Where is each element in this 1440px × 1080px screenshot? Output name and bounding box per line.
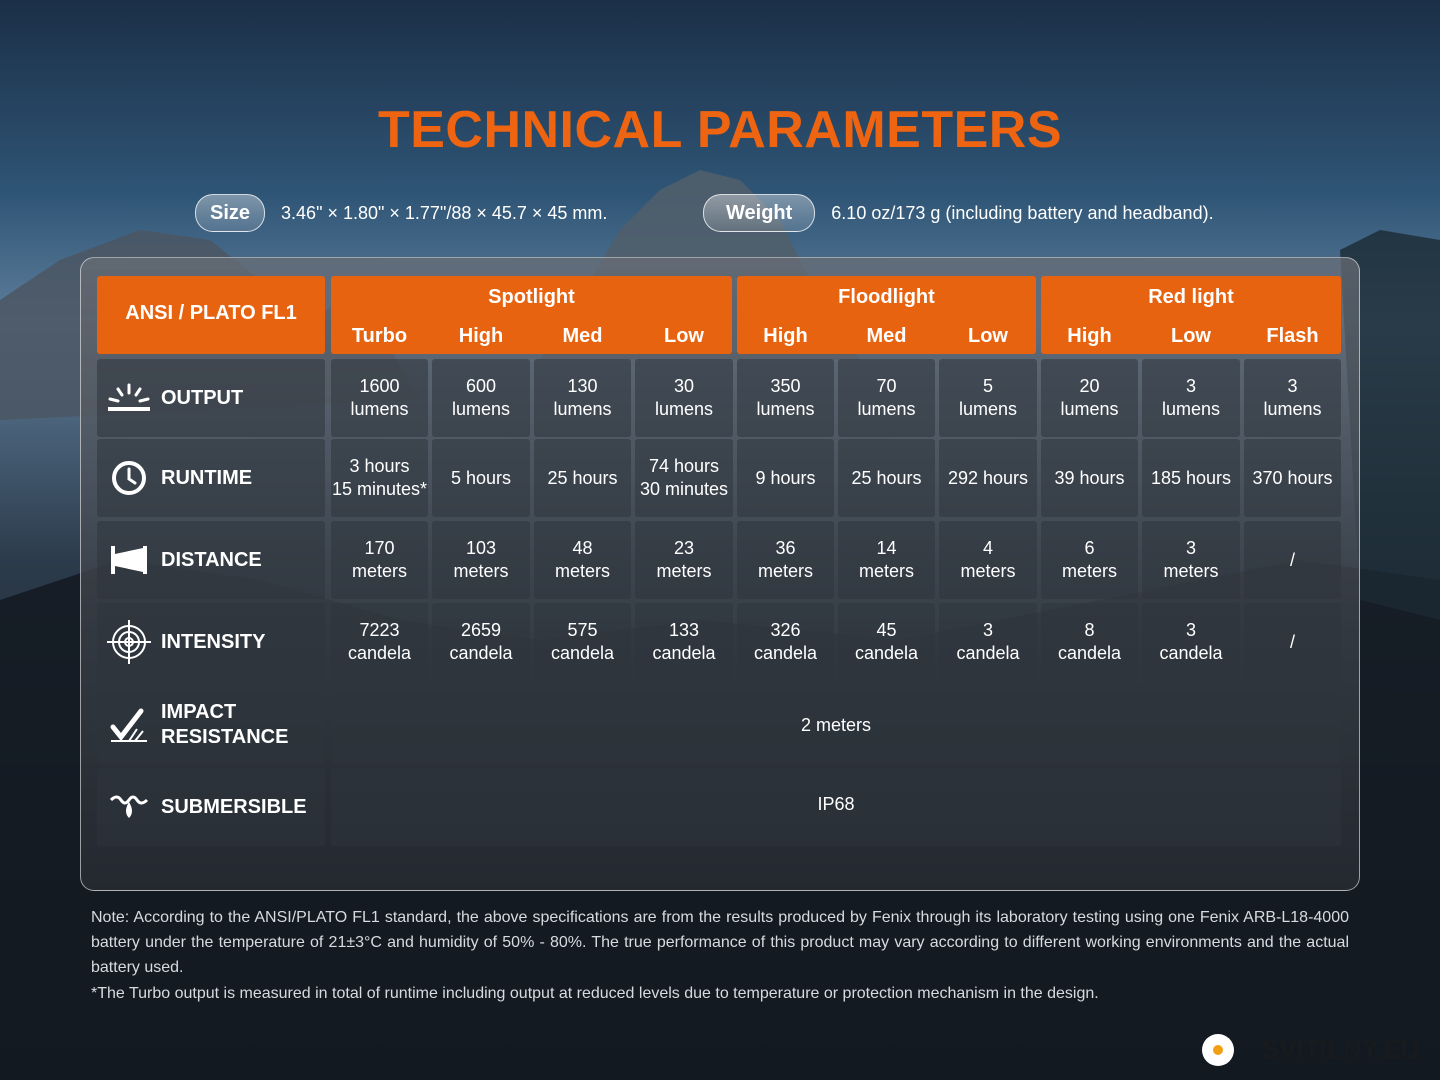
row-label-text: INTENSITY [161,630,266,653]
mode-header-1: High [458,325,504,347]
table-cell: 185 hours [1142,439,1240,517]
note-text: Note: According to the ANSI/PLATO FL1 standard, the above specifications are from the results produced by Fenix through its laboratory testing using one Fenix ARB-L18-4000 battery under the temperature of 21±3°C and humidity of 50% - 80%. The true performance of this product may vary according to different working environments and the actual battery used. [91,909,1349,976]
clock-icon [105,458,153,498]
group-label-spotlight: Spotlight [488,286,575,308]
table-cell: 2659 candela [432,603,530,681]
table-cell: 370 hours [1244,439,1341,517]
impact-label-line2: RESISTANCE [161,726,289,748]
row-label-runtime [97,439,325,517]
weight-value: 6.10 oz/173 g (including battery and headband). [831,202,1214,223]
table-cell: 3 hours 15 minutes* [331,439,428,517]
table-cell: 23 meters [635,521,733,599]
table-cell: / [1244,521,1341,599]
table-cell: 45 candela [838,603,935,681]
corner-label: ANSI / PLATO FL1 [125,302,297,324]
submersible-value: IP68 [331,768,1341,846]
mode-header-0: Turbo [351,325,408,347]
table-cell: 9 hours [737,439,834,517]
mode-header-2: Med [562,325,603,347]
impact-label-line1: IMPACT [161,701,237,723]
table-cell: 3 candela [1142,603,1240,681]
weight-badge: Weight [703,194,815,232]
table-cell: 3 lumens [1244,359,1341,437]
row-label-submersible [97,768,325,846]
mode-header-4: High [763,325,808,347]
group-label-redlight: Red light [1148,286,1234,308]
impact-check-icon [105,705,153,745]
group-label-floodlight: Floodlight [838,286,935,308]
watermark-text: SVITILNY.EU [1262,1034,1420,1064]
table-cell: 6 meters [1041,521,1138,599]
table-cell: 25 hours [838,439,935,517]
table-cell: 170 meters [331,521,428,599]
mode-header-9: Flash [1266,325,1319,347]
table-cell: 575 candela [534,603,631,681]
sunburst-icon [105,378,153,418]
table-cell: 1600 lumens [331,359,428,437]
table-cell: 103 meters [432,521,530,599]
table-cell: 326 candela [737,603,834,681]
table-cell: 30 lumens [635,359,733,437]
table-cell: 600 lumens [432,359,530,437]
row-label-impact [97,686,325,764]
target-icon [105,622,153,662]
table-cell: / [1244,603,1341,681]
mode-header-3: Low [664,325,704,347]
table-cell: 14 meters [838,521,935,599]
row-label-text: RUNTIME [161,466,253,489]
table-cell: 3 candela [939,603,1037,681]
table-cell: 4 meters [939,521,1037,599]
table-cell: 25 hours [534,439,631,517]
size-badge: Size [195,194,265,232]
table-cell: 70 lumens [838,359,935,437]
row-label-distance [97,521,325,599]
mode-header-6: Low [968,325,1008,347]
size-value: 3.46" × 1.80" × 1.77"/88 × 45.7 × 45 mm. [281,202,608,223]
beam-distance-icon [105,540,153,580]
water-drop-icon [105,787,153,827]
mode-header-8: Low [1171,325,1211,347]
weight-spec [703,193,1214,233]
table-cell: 3 lumens [1142,359,1240,437]
mode-header-7: High [1067,325,1112,347]
footnote-text: *The Turbo output is measured in total of runtime including output at reduced levels due to temperature or protection mechanism in the design. [91,985,1099,1002]
table-cell: 8 candela [1041,603,1138,681]
row-label-output [97,359,325,437]
table-cell: 39 hours [1041,439,1138,517]
table-cell: 7223 candela [331,603,428,681]
row-label-intensity [97,603,325,681]
table-cell: 292 hours [939,439,1037,517]
table-cell: 36 meters [737,521,834,599]
table-cell: 5 lumens [939,359,1037,437]
row-label-text: OUTPUT [161,386,244,409]
table-corner-header [97,276,325,354]
table-cell: 3 meters [1142,521,1240,599]
table-cell: 20 lumens [1041,359,1138,437]
table-cell: 133 candela [635,603,733,681]
size-spec [195,193,607,233]
table-cell: 5 hours [432,439,530,517]
page-title: TECHNICAL PARAMETERS [377,101,1063,159]
table-cell: 350 lumens [737,359,834,437]
impact-value: 2 meters [331,686,1341,764]
table-cell: 130 lumens [534,359,631,437]
mode-header-5: Med [866,325,907,347]
table-cell: 48 meters [534,521,631,599]
row-label-text: DISTANCE [161,548,262,571]
submersible-label: SUBMERSIBLE [161,795,307,818]
watermark-logo-icon [1202,1034,1234,1066]
table-cell: 74 hours 30 minutes [635,439,733,517]
